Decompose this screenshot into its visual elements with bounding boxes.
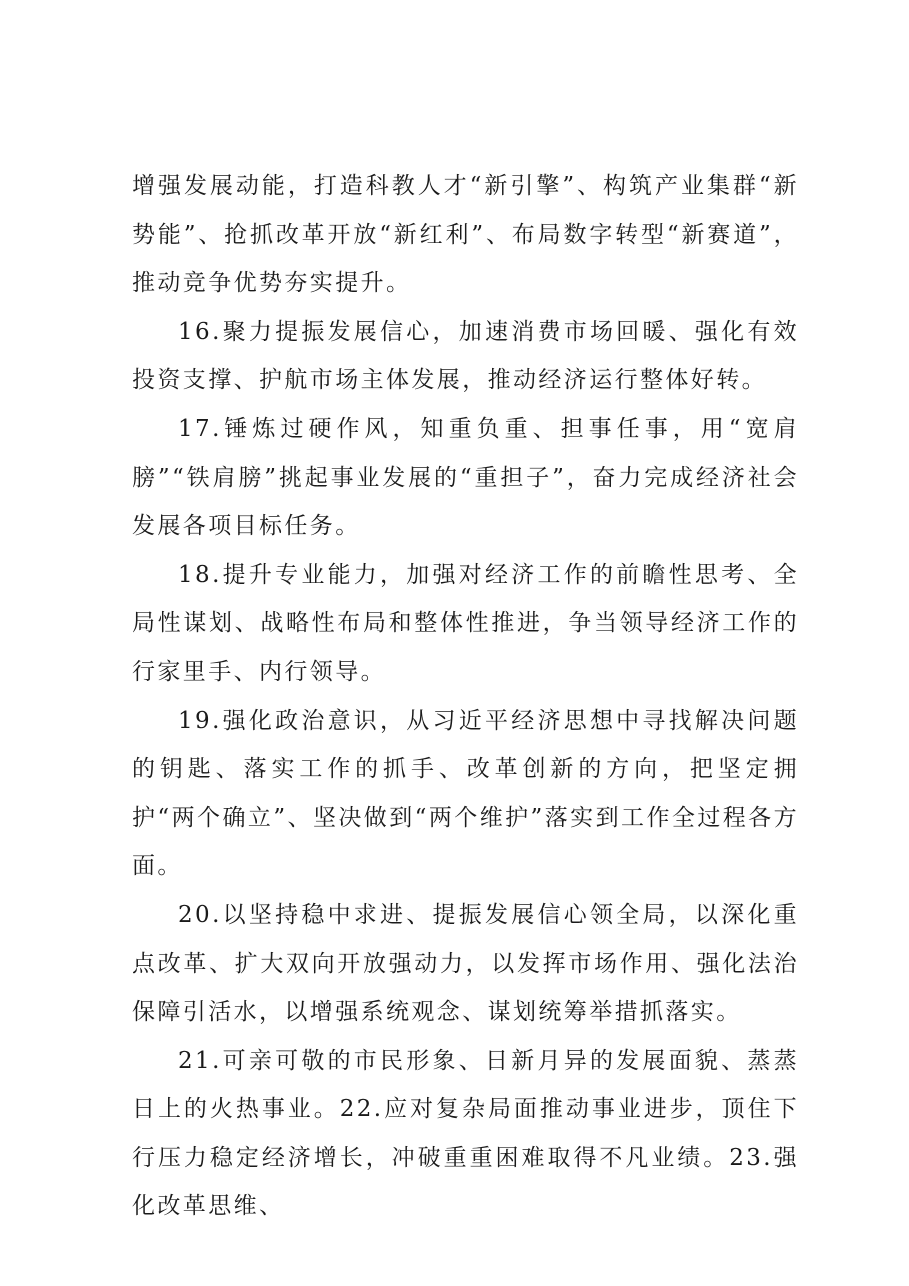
paragraph-17: 17.锤炼过硬作风，知重负重、担事任事，用“宽肩膀”“铁肩膀”挑起事业发展的“重担子”，奋力完成经济社会发展各项目标任务。	[132, 415, 799, 540]
paragraph-21-23: 21.可亲可敬的市民形象、日新月异的发展面貌、蒸蒸日上的火热事业。22.应对复杂局面推动事业进步，顶住下行压力稳定经济增长，冲破重重困难取得不凡业绩。23.强化改革思维、	[132, 1047, 799, 1220]
paragraph-20: 20.以坚持稳中求进、提振发展信心领全局，以深化重点改革、扩大双向开放强动力，以发挥市场作用、强化法治保障引活水，以增强系统观念、谋划统筹举措抓落实。	[132, 901, 799, 1026]
paragraph-19: 19.强化政治意识，从习近平经济思想中寻找解决问题的钥匙、落实工作的抓手、改革创新的方向，把坚定拥护“两个确立”、坚决做到“两个维护”落实到工作全过程各方面。	[132, 707, 799, 880]
paragraph-16: 16.聚力提振发展信心，加速消费市场回暖、强化有效投资支撑、护航市场主体发展，推动经济运行整体好转。	[132, 318, 799, 394]
paragraph-18: 18.提升专业能力，加强对经济工作的前瞻性思考、全局性谋划、战略性布局和整体性推进，争当领导经济工作的行家里手、内行领导。	[132, 561, 799, 685]
paragraph-continuation: 增强发展动能，打造科教人才“新引擎”、构筑产业集群“新势能”、抢抓改革开放“新红利”、布局数字转型“新赛道”，推动竞争优势夯实提升。	[132, 173, 799, 297]
